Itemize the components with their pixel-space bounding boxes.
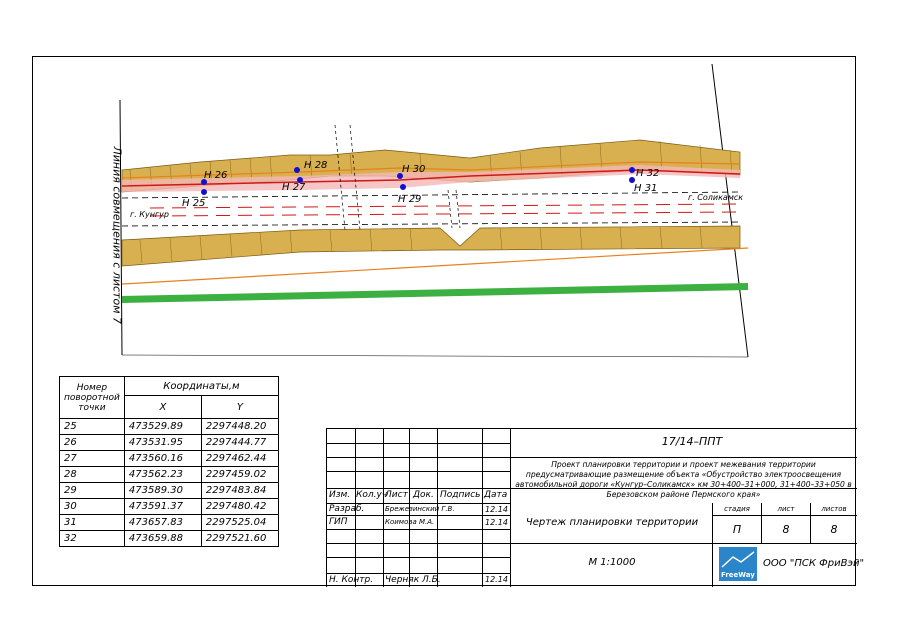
role-normcontrol: Н. Контр. [329, 575, 374, 585]
point-label-29: Н 29 [398, 194, 422, 205]
hdr-koluch: Кол.уч [356, 490, 388, 500]
role-gip: ГИП [329, 517, 348, 527]
col-point-header: Номер поворотной точки [60, 377, 125, 419]
date-developer: 12.14 [485, 505, 508, 514]
col-x-header: X [124, 396, 201, 419]
alignment-line-label: Линия совмещения с листом 7 [110, 146, 124, 324]
stage-label: стадия [724, 505, 750, 513]
company-logo: FreeWay [719, 547, 757, 581]
point-label-28: Н 28 [304, 160, 328, 171]
hdr-dok: Док. [413, 490, 434, 500]
company-name: ООО "ПСК ФриВэй" [763, 558, 865, 569]
lists-label: листов [821, 505, 847, 513]
list-label: лист [777, 505, 795, 513]
point-label-32: Н 32 [636, 168, 660, 179]
name-gip: Коимова М.А. [385, 518, 435, 526]
title-block [326, 428, 865, 587]
table-row: 30 473591.37 2297480.42 [60, 499, 279, 515]
point-label-25: Н 25 [182, 198, 206, 209]
role-developer: Разраб. [329, 504, 365, 514]
table-row: 29 473589.30 2297483.84 [60, 483, 279, 499]
col-y-header: Y [201, 396, 278, 419]
table-row: 27 473560.16 2297462.44 [60, 451, 279, 467]
table-row: 28 473562.23 2297459.02 [60, 467, 279, 483]
green-zone [122, 283, 748, 303]
hdr-list: Лист [385, 490, 408, 500]
town-right-label: г. Соликамск [688, 193, 744, 202]
name-normcontrol: Черняк Л.Б. [385, 575, 441, 585]
town-left-label: г. Кунгур [130, 210, 169, 219]
table-row: 25 473529.89 2297448.20 [60, 419, 279, 435]
sheet-name: Чертеж планировки территории [525, 517, 699, 528]
project-description: Проект планировки территории и проект межевания территории предусматривающие размещение объекта «Обустройство электроосвещения автомобильной дороги «Кунгур–Соликамск» км 30+400–31+000, 31+400–33+050 в Березовском районе Пермского края» [515, 460, 852, 499]
stage-value: П [732, 523, 742, 536]
doc-code: 17/14–ППТ [661, 435, 723, 448]
list-value: 8 [782, 523, 790, 536]
point-label-27: Н 27 [282, 182, 306, 193]
coordinates-table [59, 376, 279, 547]
point-label-31: Н 31 [634, 183, 658, 194]
lower-slope [122, 226, 740, 266]
col-coords-header: Координаты,м [124, 377, 278, 396]
table-row: 32 473659.88 2297521.60 [60, 531, 279, 547]
table-row: 26 473531.95 2297444.77 [60, 435, 279, 451]
name-developer: Брежезинский Г.В. [385, 505, 455, 513]
hdr-podpis: Подпись [440, 490, 481, 500]
hdr-data: Дата [484, 490, 508, 500]
point-label-30: Н 30 [402, 164, 426, 175]
point-label-26: Н 26 [204, 170, 228, 181]
date-normcontrol: 12.14 [485, 575, 508, 584]
scale-label: М 1:1000 [588, 557, 636, 568]
lists-value: 8 [830, 523, 838, 536]
table-row: 31 473657.83 2297525.04 [60, 515, 279, 531]
hdr-izm: Изм. [329, 490, 351, 500]
date-gip: 12.14 [485, 518, 508, 527]
